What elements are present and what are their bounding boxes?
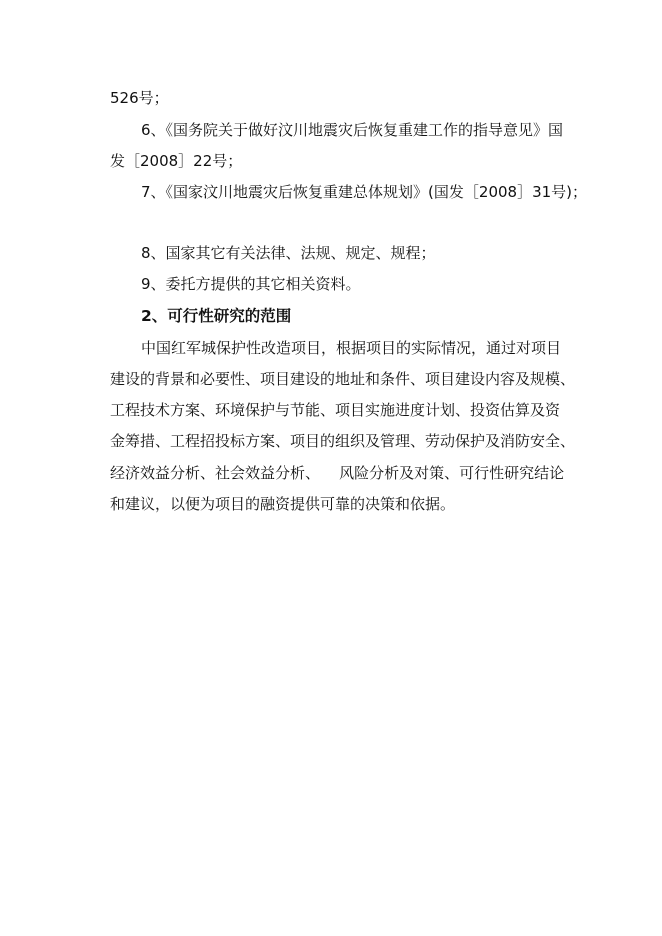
paragraph-line-5: 经济效益分析、社会效益分析、 风险分析及对策、可行性研究结论 — [110, 464, 565, 482]
paragraph-line-4: 金筹措、工程招投标方案、项目的组织及管理、劳动保护及消防安全、 — [110, 432, 576, 450]
section-heading: 2、可行性研究的范围 — [141, 307, 292, 325]
text-line-reference-6: 6、《国务院关于做好汶川地震灾后恢复重建工作的指导意见》国 — [141, 121, 564, 139]
paragraph-line-1: 中国红军城保护性改造项目，根据项目的实际情况，通过对项目 — [141, 339, 562, 357]
paragraph-line-6: 和建议，以便为项目的融资提供可靠的决策和依据。 — [110, 495, 456, 513]
text-line-reference-9: 9、委托方提供的其它相关资料。 — [141, 275, 361, 293]
text-line-reference-continuation: 526号； — [110, 89, 169, 107]
text-line-reference-6-cont: 发［2008］22号； — [110, 152, 243, 170]
text-line-reference-8: 8、国家其它有关法律、法规、规定、规程； — [141, 244, 436, 262]
text-line-reference-7: 7、《国家汶川地震灾后恢复重建总体规划》(国发［2008］31号)； — [141, 183, 588, 201]
paragraph-line-2: 建设的背景和必要性、项目建设的地址和条件、项目建设内容及规模、 — [110, 370, 576, 388]
paragraph-line-3: 工程技术方案、环境保护与节能、项目实施进度计划、投资估算及资 — [110, 401, 561, 419]
